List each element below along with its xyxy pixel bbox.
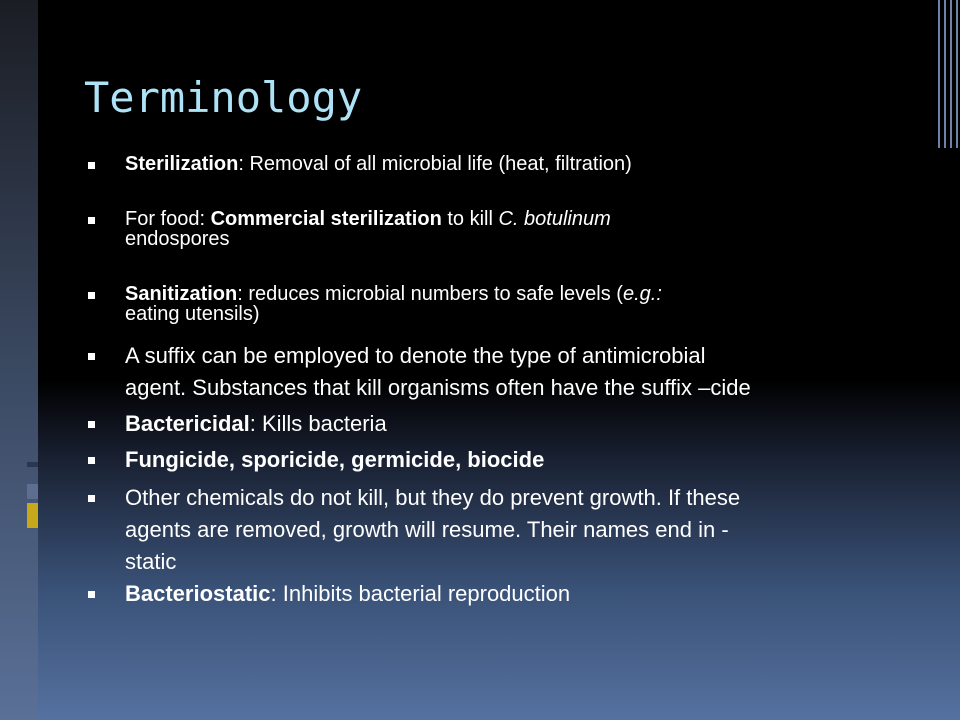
square-bullet-icon [88,292,95,299]
bullet-text [125,209,905,249]
bullet-text [125,578,905,610]
square-bullet-icon [88,591,95,598]
text-run: static [125,549,177,574]
text-run: agents are removed, growth will resume. Their names end in - [125,517,729,542]
bullet-text [125,340,905,404]
text-run: A suffix can be employed to denote the type of antimicrobial [125,343,706,368]
text-run: Sterilization [125,153,239,175]
text-run: Commercial sterilization [210,208,442,230]
text-run: Other chemicals do not kill, but they do prevent growth. If these [125,485,741,510]
text-run: : reduces microbial numbers to safe levels ( [237,283,623,305]
corner-decorative-lines [938,0,960,148]
bullet-text [125,408,905,440]
accent-block-blue [27,484,38,499]
square-bullet-icon [88,217,95,224]
text-run: to kill [441,208,499,230]
bullet-text [125,284,905,324]
text-run: e.g.: [622,283,662,305]
text-run: C. botulinum [498,208,611,230]
text-run: Sanitization [125,283,238,305]
text-run: Bactericidal [125,411,250,436]
left-decorative-bar [0,0,38,720]
text-run: agent. Substances that kill organisms often have the suffix –cide [125,375,751,400]
text-run: Fungicide, sporicide, germicide, biocide [125,447,545,472]
bullet-text [125,444,905,476]
bullet-text [125,482,905,578]
square-bullet-icon [88,457,95,464]
square-bullet-icon [88,353,95,360]
text-run: : Removal of all microbial life (heat, filtration) [238,153,632,175]
text-run: Bacteriostatic [125,581,271,606]
text-run: For food: [125,208,211,230]
bullet-text [125,154,905,174]
accent-block-gold [27,503,38,528]
accent-stripe-dark [27,462,38,467]
square-bullet-icon [88,421,95,428]
square-bullet-icon [88,495,95,502]
text-run: endospores [125,228,230,250]
square-bullet-icon [88,162,95,169]
text-run: eating utensils) [125,303,260,325]
slide-title: Terminology [84,73,363,122]
text-run: : Kills bacteria [249,411,387,436]
text-run: : Inhibits bacterial reproduction [270,581,571,606]
